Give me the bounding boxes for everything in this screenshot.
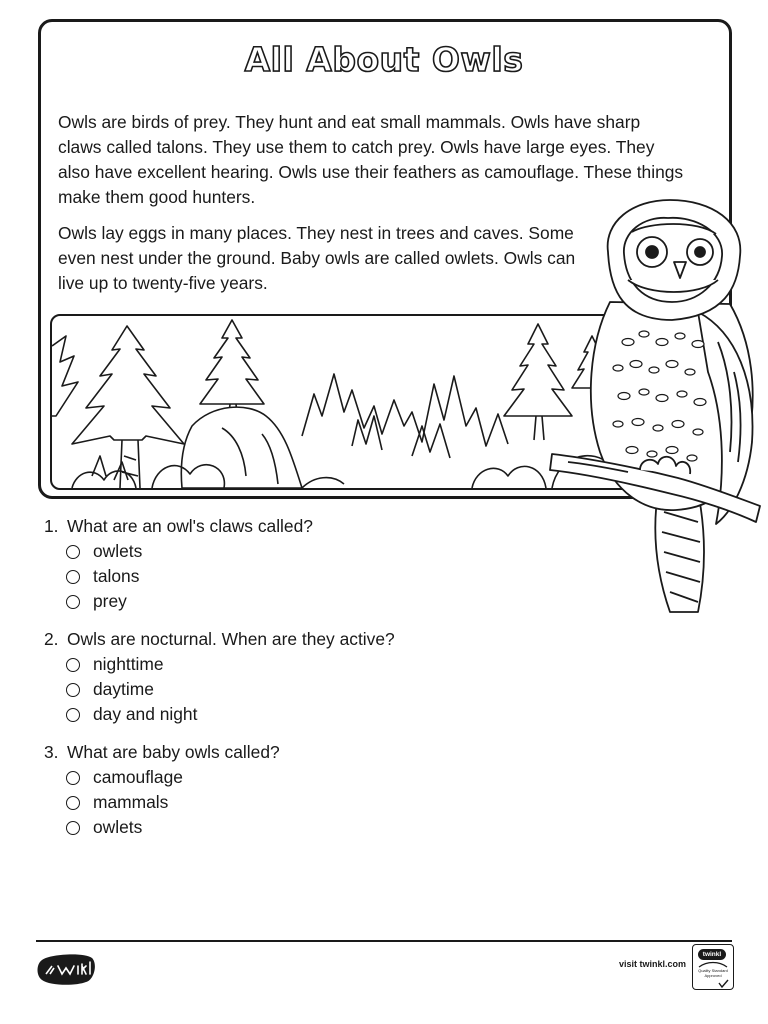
question-3 (44, 740, 564, 840)
option-label: owlets (93, 817, 143, 837)
questions-list (44, 514, 564, 853)
option-label: prey (93, 591, 127, 611)
option-label: owlets (93, 541, 143, 561)
quality-standard-approved-badge-icon (692, 944, 734, 990)
footer-divider (36, 940, 732, 942)
option-owlets[interactable] (44, 539, 564, 564)
question-label: Owls are nocturnal. When are they active? (67, 629, 395, 649)
question-1-text (44, 514, 564, 539)
radio-circle-icon[interactable] (66, 595, 80, 609)
option-prey[interactable] (44, 589, 564, 614)
question-3-text (44, 740, 564, 765)
radio-circle-icon[interactable] (66, 771, 80, 785)
option-label: camouflage (93, 767, 183, 787)
paragraph-owls-hunting: Owls are birds of prey. They hunt and eat small mammals. Owls have sharp claws called talons. They use them to catch prey. Owls have large eyes. They also have excellent hearing. Owls use their feathers as camouflage. These things make them good hunters. (58, 112, 684, 207)
option-label: day and night (93, 704, 198, 724)
option-label: nighttime (93, 654, 164, 674)
twinkl-logo-icon[interactable] (36, 952, 96, 986)
radio-circle-icon[interactable] (66, 708, 80, 722)
radio-circle-icon[interactable] (66, 796, 80, 810)
radio-circle-icon[interactable] (66, 821, 80, 835)
question-number: 3. (44, 742, 59, 762)
option-daytime[interactable] (44, 677, 564, 702)
owl-on-branch-icon (548, 192, 768, 622)
question-number: 2. (44, 629, 59, 649)
question-2 (44, 627, 564, 727)
checkmark-icon (693, 979, 733, 989)
radio-circle-icon[interactable] (66, 658, 80, 672)
radio-circle-icon[interactable] (66, 545, 80, 559)
question-2-text (44, 627, 564, 652)
question-number: 1. (44, 516, 59, 536)
option-day-and-night[interactable] (44, 702, 564, 727)
paragraph-owls-nesting: Owls lay eggs in many places. They nest in trees and caves. Some even nest under the ground. Baby owls are called owlets. Owls can live up to twenty-five years. (58, 223, 576, 293)
radio-circle-icon[interactable] (66, 570, 80, 584)
option-owlets[interactable] (44, 815, 564, 840)
option-mammals[interactable] (44, 790, 564, 815)
page-title: All About Owls (244, 40, 524, 79)
radio-circle-icon[interactable] (66, 683, 80, 697)
option-label: daytime (93, 679, 154, 699)
option-label: talons (93, 566, 140, 586)
option-talons[interactable] (44, 564, 564, 589)
option-label: mammals (93, 792, 169, 812)
badge-brand: twinkl (698, 949, 726, 960)
option-nighttime[interactable] (44, 652, 564, 677)
visit-website-link[interactable]: visit twinkl.com (618, 959, 686, 969)
badge-text: Quality Standard Approved (698, 968, 728, 978)
question-label: What are an owl's claws called? (67, 516, 313, 536)
question-1 (44, 514, 564, 614)
option-camouflage[interactable] (44, 765, 564, 790)
question-label: What are baby owls called? (67, 742, 280, 762)
